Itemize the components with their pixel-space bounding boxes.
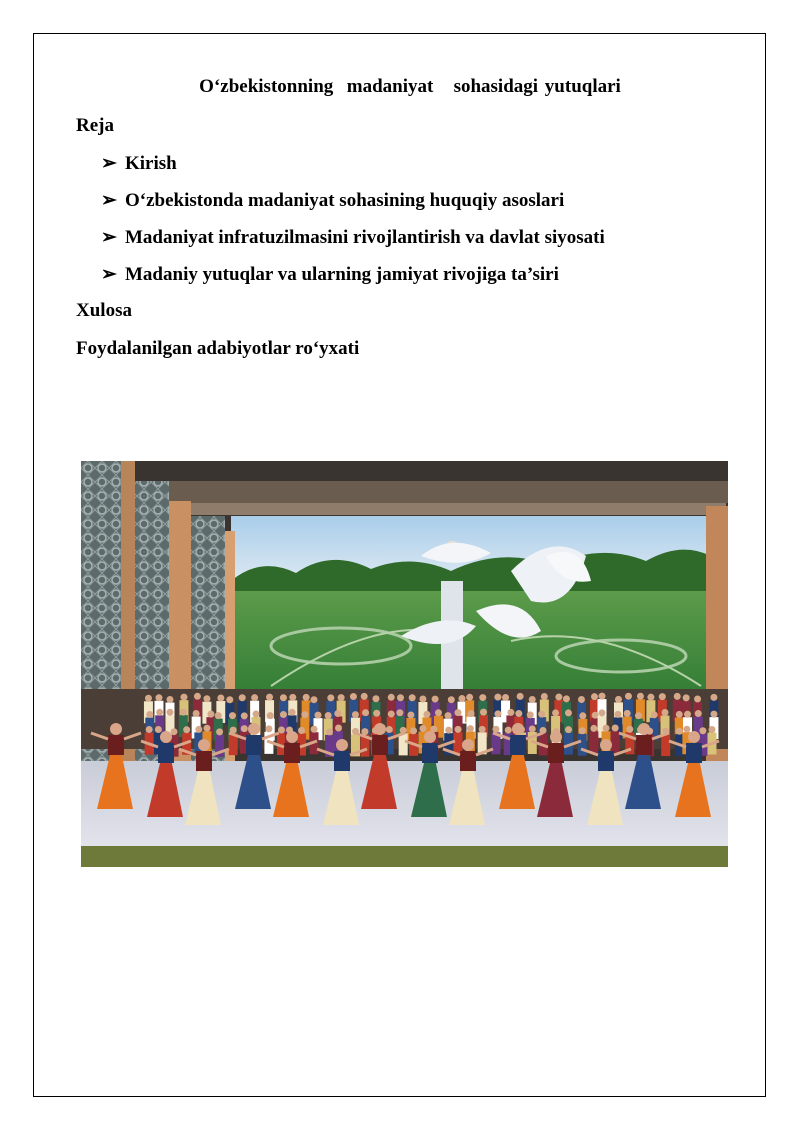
arrow-bullet-icon: ➢ — [101, 190, 117, 211]
conclusion-heading: Xulosa — [76, 300, 132, 321]
stage-performance-photo — [81, 461, 728, 867]
plan-item — [101, 189, 564, 212]
plan-item — [101, 226, 605, 249]
plan-item — [101, 152, 177, 175]
plan-heading: Reja — [76, 115, 114, 136]
plan-item-text: Madaniy yutuqlar va ularning jamiyat rivojiga ta’siri — [125, 264, 559, 285]
plan-item-text: Madaniyat infratuzilmasini rivojlantirish va davlat siyosati — [125, 227, 605, 248]
arrow-bullet-icon: ➢ — [101, 264, 117, 285]
document-title: O‘zbekistonning madaniyat sohasidagi yutuqlari — [199, 76, 621, 97]
references-heading: Foydalanilgan adabiyotlar ro‘yxati — [76, 338, 360, 359]
plan-item — [101, 263, 559, 286]
arrow-bullet-icon: ➢ — [101, 227, 117, 248]
plan-item-text: Kirish — [125, 153, 177, 174]
plan-item-text: O‘zbekistonda madaniyat sohasining huquqiy asoslari — [125, 190, 565, 211]
arrow-bullet-icon: ➢ — [101, 153, 117, 174]
